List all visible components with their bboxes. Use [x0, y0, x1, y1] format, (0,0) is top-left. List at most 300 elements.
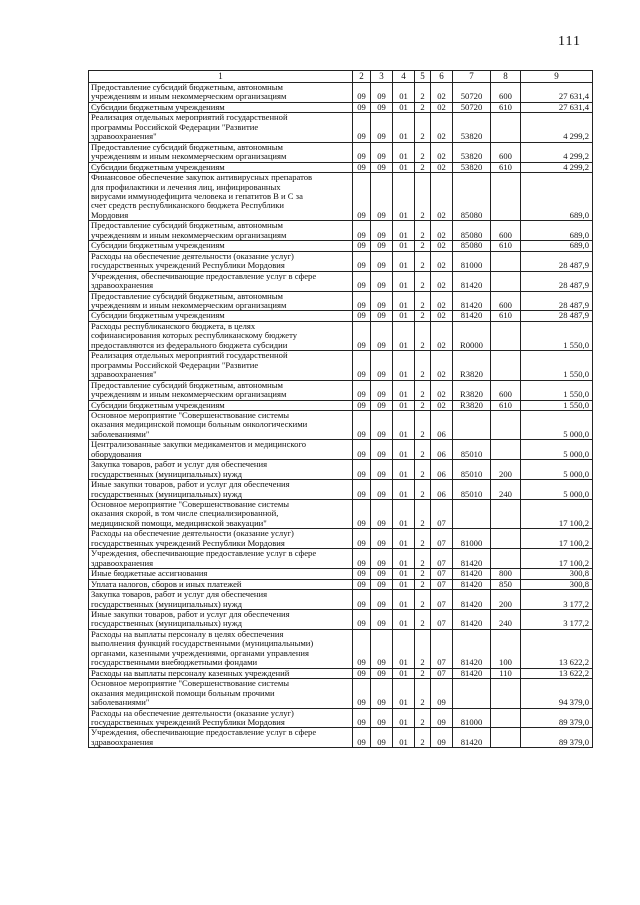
subsection-code-cell: 09	[371, 460, 393, 480]
event-code-cell: 02	[431, 221, 453, 241]
section-code-cell: 09	[353, 569, 371, 579]
row-name-cell	[89, 590, 353, 610]
column-header: 7	[453, 71, 491, 83]
subsection-code-cell: 09	[371, 629, 393, 668]
table-row	[89, 251, 593, 271]
subsection-code-cell: 09	[371, 102, 393, 112]
program-code-cell: 01	[393, 410, 415, 439]
event-code-cell: 02	[431, 380, 453, 400]
row-name-line: здравоохранения	[91, 280, 154, 291]
subprogram-code-cell: 2	[415, 271, 431, 291]
row-name-cell	[89, 142, 353, 162]
direction-code-cell: R3820	[453, 380, 491, 400]
row-name-cell	[89, 102, 353, 112]
table-row	[89, 102, 593, 112]
row-name-line: Иные закупки товаров, работ и услуг для обеспечения	[91, 609, 290, 620]
row-name-line: медицинской помощи, медицинской эвакуации"	[91, 517, 267, 528]
section-code-cell: 09	[353, 162, 371, 172]
direction-code-cell: 85010	[453, 440, 491, 460]
expense-type-code-cell: 600	[491, 83, 521, 103]
row-name-line: заболеваниями"	[91, 428, 150, 439]
subprogram-code-cell: 2	[415, 529, 431, 549]
program-code-cell: 01	[393, 291, 415, 311]
section-code-cell: 09	[353, 708, 371, 728]
amount-cell: 689,0	[521, 173, 593, 221]
row-name-line: Основное мероприятие "Совершенствование системы	[91, 678, 290, 689]
direction-code-cell	[453, 679, 491, 708]
section-code-cell: 09	[353, 380, 371, 400]
row-name-line: оказания медицинской помощи больным прочими	[91, 687, 275, 698]
subprogram-code-cell: 2	[415, 500, 431, 529]
table-row	[89, 162, 593, 172]
direction-code-cell: 81000	[453, 708, 491, 728]
row-name-line: выполнения функций государственными (муниципальными)	[91, 638, 314, 649]
program-code-cell: 01	[393, 83, 415, 103]
row-name-line: здравоохранения"	[91, 369, 157, 380]
direction-code-cell: 85010	[453, 460, 491, 480]
expense-type-code-cell: 610	[491, 311, 521, 321]
subprogram-code-cell: 2	[415, 162, 431, 172]
subsection-code-cell: 09	[371, 500, 393, 529]
amount-cell: 4 299,2	[521, 162, 593, 172]
row-name-line: оказания медицинской помощи больным онкологическими	[91, 419, 308, 430]
row-name-cell	[89, 291, 353, 311]
expense-type-code-cell: 600	[491, 221, 521, 241]
subprogram-code-cell: 2	[415, 400, 431, 410]
section-code-cell: 09	[353, 113, 371, 142]
program-code-cell: 01	[393, 480, 415, 500]
row-name-cell	[89, 480, 353, 500]
subprogram-code-cell: 2	[415, 311, 431, 321]
program-code-cell: 01	[393, 102, 415, 112]
event-code-cell: 02	[431, 173, 453, 221]
row-name-cell	[89, 610, 353, 630]
expense-type-code-cell	[491, 271, 521, 291]
amount-cell: 17 100,2	[521, 549, 593, 569]
amount-cell: 1 550,0	[521, 321, 593, 350]
direction-code-cell	[453, 500, 491, 529]
table-row	[89, 579, 593, 589]
table-row	[89, 590, 593, 610]
amount-cell: 5 000,0	[521, 440, 593, 460]
section-code-cell: 09	[353, 291, 371, 311]
subprogram-code-cell: 2	[415, 460, 431, 480]
row-name-line: предоставляются из федерального бюджета субсидии	[91, 339, 288, 350]
expense-type-code-cell	[491, 728, 521, 748]
direction-code-cell: R0000	[453, 321, 491, 350]
row-name-cell	[89, 529, 353, 549]
subprogram-code-cell: 2	[415, 440, 431, 460]
table-row	[89, 549, 593, 569]
section-code-cell: 09	[353, 241, 371, 251]
expense-type-code-cell: 610	[491, 102, 521, 112]
amount-cell: 689,0	[521, 241, 593, 251]
row-name-line: Закупка товаров, работ и услуг для обеспечения	[91, 459, 268, 470]
subprogram-code-cell: 2	[415, 668, 431, 678]
section-code-cell: 09	[353, 221, 371, 241]
table-row	[89, 569, 593, 579]
subsection-code-cell: 09	[371, 579, 393, 589]
table-body	[89, 83, 593, 748]
table-row	[89, 311, 593, 321]
event-code-cell: 07	[431, 500, 453, 529]
row-name-cell	[89, 629, 353, 668]
table-row	[89, 113, 593, 142]
subprogram-code-cell: 2	[415, 410, 431, 439]
event-code-cell: 02	[431, 400, 453, 410]
budget-table	[88, 70, 593, 748]
amount-cell: 3 177,2	[521, 590, 593, 610]
direction-code-cell: 85080	[453, 173, 491, 221]
program-code-cell: 01	[393, 251, 415, 271]
event-code-cell: 02	[431, 321, 453, 350]
row-name-line: Финансовое обеспечение закупок антивирусных препаратов	[91, 172, 313, 183]
program-code-cell: 01	[393, 440, 415, 460]
event-code-cell: 06	[431, 460, 453, 480]
row-name-line: Предоставление субсидий бюджетным, автономным	[91, 142, 283, 152]
row-name-cell	[89, 83, 353, 103]
column-header: 5	[415, 71, 431, 83]
amount-cell: 13 622,2	[521, 629, 593, 668]
column-header: 2	[353, 71, 371, 83]
expense-type-code-cell	[491, 173, 521, 221]
amount-cell: 300,8	[521, 579, 593, 589]
event-code-cell: 07	[431, 590, 453, 610]
row-name-cell	[89, 708, 353, 728]
expense-type-code-cell: 240	[491, 610, 521, 630]
subprogram-code-cell: 2	[415, 173, 431, 221]
subsection-code-cell: 09	[371, 162, 393, 172]
row-name-line: Основное мероприятие "Совершенствование системы	[91, 410, 290, 420]
row-name-line: здравоохранения	[91, 736, 154, 747]
row-name-line: учреждениям и иным некоммерческим организациям	[91, 389, 287, 400]
row-name-line: Расходы на выплаты персоналу казенных учреждений	[91, 668, 290, 678]
subprogram-code-cell: 2	[415, 629, 431, 668]
event-code-cell: 06	[431, 410, 453, 439]
subprogram-code-cell: 2	[415, 251, 431, 271]
subprogram-code-cell: 2	[415, 480, 431, 500]
subprogram-code-cell: 2	[415, 102, 431, 112]
direction-code-cell: 81420	[453, 549, 491, 569]
subsection-code-cell: 09	[371, 400, 393, 410]
expense-type-code-cell: 100	[491, 629, 521, 668]
expense-type-code-cell: 600	[491, 291, 521, 311]
row-name-line: для профилактики и лечения лиц, инфицированных	[91, 181, 281, 192]
expense-type-code-cell	[491, 113, 521, 142]
event-code-cell: 02	[431, 142, 453, 162]
section-code-cell: 09	[353, 400, 371, 410]
direction-code-cell: 50720	[453, 102, 491, 112]
row-name-line: оборудования	[91, 448, 142, 459]
expense-type-code-cell: 240	[491, 480, 521, 500]
table-row	[89, 221, 593, 241]
section-code-cell: 09	[353, 83, 371, 103]
row-name-cell	[89, 251, 353, 271]
program-code-cell: 01	[393, 579, 415, 589]
table-row	[89, 610, 593, 630]
expense-type-code-cell	[491, 500, 521, 529]
direction-code-cell: 81420	[453, 311, 491, 321]
subprogram-code-cell: 2	[415, 590, 431, 610]
expense-type-code-cell: 110	[491, 668, 521, 678]
event-code-cell: 09	[431, 728, 453, 748]
amount-cell: 27 631,4	[521, 83, 593, 103]
subsection-code-cell: 09	[371, 83, 393, 103]
event-code-cell: 07	[431, 668, 453, 678]
table-row	[89, 679, 593, 708]
row-name-line: государственными внебюджетными фондами	[91, 657, 258, 668]
amount-cell: 28 487,9	[521, 291, 593, 311]
section-code-cell: 09	[353, 321, 371, 350]
subprogram-code-cell: 2	[415, 610, 431, 630]
row-name-cell	[89, 579, 353, 589]
subsection-code-cell: 09	[371, 173, 393, 221]
subsection-code-cell: 09	[371, 668, 393, 678]
subsection-code-cell: 09	[371, 549, 393, 569]
direction-code-cell: 85080	[453, 241, 491, 251]
direction-code-cell: R3820	[453, 400, 491, 410]
direction-code-cell: 81000	[453, 529, 491, 549]
expense-type-code-cell: 610	[491, 400, 521, 410]
row-name-cell	[89, 311, 353, 321]
row-name-line: государственных (муниципальных) нужд	[91, 618, 243, 629]
event-code-cell: 02	[431, 271, 453, 291]
program-code-cell: 01	[393, 610, 415, 630]
program-code-cell: 01	[393, 679, 415, 708]
event-code-cell: 09	[431, 679, 453, 708]
event-code-cell: 09	[431, 708, 453, 728]
subsection-code-cell: 09	[371, 221, 393, 241]
row-name-line: учреждениям и иным некоммерческим организациям	[91, 91, 287, 102]
row-name-line: Субсидии бюджетным учреждениям	[91, 310, 225, 321]
direction-code-cell: 81420	[453, 668, 491, 678]
table-row	[89, 83, 593, 103]
row-name-line: программы Российской Федерации "Развитие	[91, 359, 259, 370]
row-name-cell	[89, 241, 353, 251]
program-code-cell: 01	[393, 311, 415, 321]
program-code-cell: 01	[393, 590, 415, 610]
row-name-line: Субсидии бюджетным учреждениям	[91, 102, 225, 112]
row-name-line: государственных учреждений Республики Мордовия	[91, 537, 285, 548]
table-row	[89, 351, 593, 380]
row-name-line: Расходы на обеспечение деятельности (оказание услуг)	[91, 708, 294, 718]
section-code-cell: 09	[353, 271, 371, 291]
row-name-line: Мордовия	[91, 209, 129, 220]
table-row	[89, 460, 593, 480]
section-code-cell: 09	[353, 579, 371, 589]
subsection-code-cell: 09	[371, 410, 393, 439]
subsection-code-cell: 09	[371, 569, 393, 579]
subsection-code-cell: 09	[371, 590, 393, 610]
program-code-cell: 01	[393, 668, 415, 678]
direction-code-cell: 50720	[453, 83, 491, 103]
subprogram-code-cell: 2	[415, 113, 431, 142]
subsection-code-cell: 09	[371, 728, 393, 748]
row-name-line: государственных учреждений Республики Мордовия	[91, 260, 285, 271]
event-code-cell: 02	[431, 102, 453, 112]
row-name-line: Субсидии бюджетным учреждениям	[91, 400, 225, 410]
event-code-cell: 07	[431, 610, 453, 630]
table-row	[89, 440, 593, 460]
expense-type-code-cell	[491, 529, 521, 549]
event-code-cell: 02	[431, 113, 453, 142]
row-name-line: учреждениям и иным некоммерческим организациям	[91, 151, 287, 162]
amount-cell: 89 379,0	[521, 708, 593, 728]
amount-cell: 689,0	[521, 221, 593, 241]
expense-type-code-cell	[491, 708, 521, 728]
row-name-line: Расходы на обеспечение деятельности (оказание услуг)	[91, 251, 294, 261]
row-name-line: государственных (муниципальных) нужд	[91, 468, 243, 479]
event-code-cell: 02	[431, 83, 453, 103]
program-code-cell: 01	[393, 241, 415, 251]
row-name-cell	[89, 113, 353, 142]
program-code-cell: 01	[393, 113, 415, 142]
amount-cell: 28 487,9	[521, 311, 593, 321]
section-code-cell: 09	[353, 460, 371, 480]
subprogram-code-cell: 2	[415, 549, 431, 569]
subprogram-code-cell: 2	[415, 579, 431, 589]
column-header: 3	[371, 71, 393, 83]
section-code-cell: 09	[353, 549, 371, 569]
subprogram-code-cell: 2	[415, 321, 431, 350]
column-header: 9	[521, 71, 593, 83]
expense-type-code-cell: 610	[491, 241, 521, 251]
subsection-code-cell: 09	[371, 708, 393, 728]
direction-code-cell: R3820	[453, 351, 491, 380]
event-code-cell: 07	[431, 569, 453, 579]
row-name-line: Предоставление субсидий бюджетным, автономным	[91, 380, 283, 390]
program-code-cell: 01	[393, 629, 415, 668]
direction-code-cell: 81420	[453, 610, 491, 630]
amount-cell: 5 000,0	[521, 480, 593, 500]
table-row	[89, 291, 593, 311]
row-name-line: оказания скорой, в том числе специализированной,	[91, 508, 279, 519]
subsection-code-cell: 09	[371, 142, 393, 162]
subprogram-code-cell: 2	[415, 142, 431, 162]
row-name-line: Реализация отдельных мероприятий государственной	[91, 350, 288, 361]
row-name-line: Субсидии бюджетным учреждениям	[91, 162, 225, 172]
row-name-line: Уплата налогов, сборов и иных платежей	[91, 579, 242, 589]
direction-code-cell: 81420	[453, 569, 491, 579]
subsection-code-cell: 09	[371, 241, 393, 251]
subsection-code-cell: 09	[371, 351, 393, 380]
section-code-cell: 09	[353, 668, 371, 678]
amount-cell: 3 177,2	[521, 610, 593, 630]
expense-type-code-cell	[491, 679, 521, 708]
row-name-line: Учреждения, обеспечивающие предоставление услуг в сфере	[91, 548, 317, 559]
expense-type-code-cell	[491, 321, 521, 350]
event-code-cell: 02	[431, 251, 453, 271]
row-name-cell	[89, 569, 353, 579]
amount-cell: 17 100,2	[521, 500, 593, 529]
row-name-cell	[89, 162, 353, 172]
section-code-cell: 09	[353, 629, 371, 668]
table-row	[89, 668, 593, 678]
row-name-line: Основное мероприятие "Совершенствование системы	[91, 499, 290, 510]
subsection-code-cell: 09	[371, 529, 393, 549]
row-name-line: Расходы на обеспечение деятельности (оказание услуг)	[91, 528, 294, 539]
program-code-cell: 01	[393, 351, 415, 380]
direction-code-cell: 81420	[453, 590, 491, 610]
amount-cell: 94 379,0	[521, 679, 593, 708]
section-code-cell: 09	[353, 590, 371, 610]
program-code-cell: 01	[393, 460, 415, 480]
row-name-line: Централизованные закупки медикаментов и медицинского	[91, 439, 307, 450]
page-number: 111	[558, 34, 581, 49]
expense-type-code-cell	[491, 351, 521, 380]
program-code-cell: 01	[393, 173, 415, 221]
program-code-cell: 01	[393, 321, 415, 350]
section-code-cell: 09	[353, 351, 371, 380]
row-name-cell	[89, 460, 353, 480]
table-header-row	[89, 71, 593, 83]
row-name-cell	[89, 271, 353, 291]
program-code-cell: 01	[393, 569, 415, 579]
section-code-cell: 09	[353, 173, 371, 221]
program-code-cell: 01	[393, 142, 415, 162]
expense-type-code-cell	[491, 251, 521, 271]
event-code-cell: 07	[431, 579, 453, 589]
row-name-line: Иные бюджетные ассигнования	[91, 568, 208, 579]
table-row	[89, 410, 593, 439]
subprogram-code-cell: 2	[415, 291, 431, 311]
table-row	[89, 321, 593, 350]
expense-type-code-cell	[491, 410, 521, 439]
program-code-cell: 01	[393, 549, 415, 569]
row-name-cell	[89, 321, 353, 350]
row-name-line: вирусами иммунодефицита человека и гепатитов B и C за	[91, 190, 303, 201]
direction-code-cell: 81420	[453, 629, 491, 668]
subprogram-code-cell: 2	[415, 380, 431, 400]
event-code-cell: 02	[431, 311, 453, 321]
column-header: 8	[491, 71, 521, 83]
event-code-cell: 07	[431, 529, 453, 549]
subprogram-code-cell: 2	[415, 569, 431, 579]
row-name-line: Предоставление субсидий бюджетным, автономным	[91, 291, 283, 301]
row-name-cell	[89, 380, 353, 400]
program-code-cell: 01	[393, 708, 415, 728]
table-row	[89, 480, 593, 500]
table-row	[89, 529, 593, 549]
subsection-code-cell: 09	[371, 440, 393, 460]
expense-type-code-cell	[491, 549, 521, 569]
amount-cell: 5 000,0	[521, 460, 593, 480]
section-code-cell: 09	[353, 311, 371, 321]
subsection-code-cell: 09	[371, 251, 393, 271]
row-name-line: софинансирования которых республиканскому бюджету	[91, 330, 298, 341]
direction-code-cell: 53820	[453, 142, 491, 162]
row-name-line: Предоставление субсидий бюджетным, автономным	[91, 220, 283, 231]
row-name-line: здравоохранения"	[91, 131, 157, 142]
event-code-cell: 07	[431, 629, 453, 668]
row-name-line: заболеваниями"	[91, 697, 150, 708]
row-name-line: Реализация отдельных мероприятий государственной	[91, 112, 288, 123]
expense-type-code-cell: 200	[491, 460, 521, 480]
row-name-line: государственных учреждений Республики Мордовия	[91, 717, 285, 727]
expense-type-code-cell	[491, 440, 521, 460]
row-name-line: Иные закупки товаров, работ и услуг для обеспечения	[91, 479, 290, 490]
program-code-cell: 01	[393, 271, 415, 291]
row-name-line: Учреждения, обеспечивающие предоставление услуг в сфере	[91, 271, 317, 281]
subprogram-code-cell: 2	[415, 708, 431, 728]
amount-cell: 89 379,0	[521, 728, 593, 748]
row-name-line: Учреждения, обеспечивающие предоставление услуг в сфере	[91, 727, 317, 738]
event-code-cell: 02	[431, 291, 453, 311]
amount-cell: 4 299,2	[521, 113, 593, 142]
row-name-cell	[89, 173, 353, 221]
subsection-code-cell: 09	[371, 380, 393, 400]
direction-code-cell: 53820	[453, 162, 491, 172]
